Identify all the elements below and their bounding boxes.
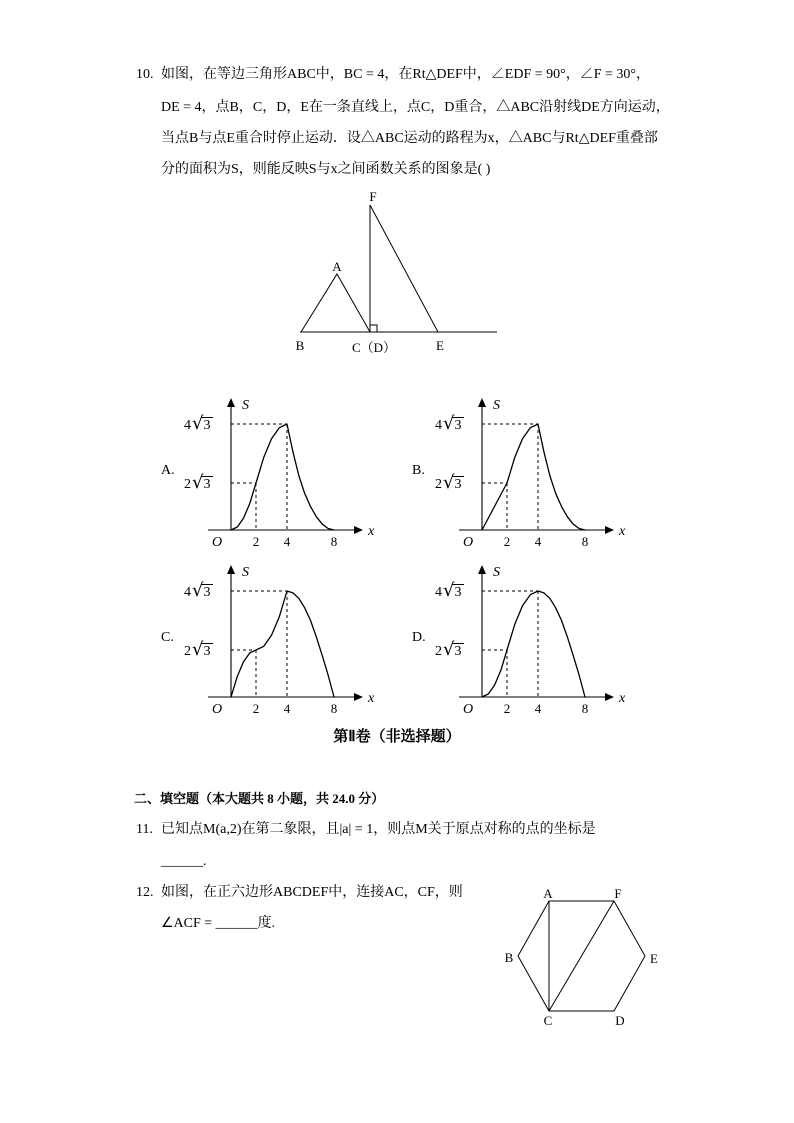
origin-label: O (462, 535, 474, 550)
series-line (482, 591, 585, 697)
segment-cf (549, 901, 614, 1011)
y-tick-label: 2 √ 3 (184, 471, 213, 493)
x-axis-arrow (605, 526, 614, 534)
origin-label: O (462, 702, 474, 717)
y-tick-label: 4 √ 3 (184, 579, 213, 601)
label-a: A (332, 259, 342, 274)
origin-label: O (211, 702, 223, 717)
option-d-label: D. (412, 630, 426, 645)
x-tick-label: 4 (283, 534, 291, 549)
y-axis-label: S (493, 398, 500, 413)
triangle-def (370, 205, 438, 332)
question-12-line-2: ∠ACF = ______度. (161, 916, 276, 931)
series-line (231, 424, 334, 530)
y-tick-label: 4 √ 3 (435, 412, 464, 434)
option-c-label: C. (161, 630, 174, 645)
label-f: F (369, 189, 377, 204)
y-tick-label: 2 √ 3 (435, 638, 464, 660)
question-11-answer-blank: ______. (161, 854, 207, 869)
hex-label-a: A (543, 886, 553, 901)
label-c-d: C（D） (351, 340, 397, 355)
part-title: 二、填空题（本大题共 8 小题，共 24.0 分） (134, 791, 385, 806)
label-b: B (295, 338, 305, 353)
y-axis-label: S (493, 565, 500, 580)
question-10-line-2: DE = 4，点B，C，D，E在一条直线上，点C，D重合，△ABC沿射线DE方向运动， (161, 100, 670, 115)
hex-label-f: F (614, 886, 622, 901)
y-tick-label: 2 √ 3 (435, 471, 464, 493)
y-axis-arrow (478, 398, 486, 407)
x-tick-label: 2 (252, 701, 260, 716)
x-tick-label: 4 (534, 701, 542, 716)
option-b (401, 390, 641, 555)
x-tick-label: 2 (503, 701, 511, 716)
hex-label-c: C (543, 1013, 553, 1028)
question-10-line-4: 分的面积为S，则能反映S与x之间函数关系的图象是( ) (161, 162, 491, 177)
y-axis-label: S (242, 398, 249, 413)
y-tick-label: 4 √ 3 (435, 579, 464, 601)
label-e: E (436, 338, 444, 353)
x-axis-arrow (354, 693, 363, 701)
x-axis-label: x (368, 524, 375, 539)
question-10-line-1: 如图，在等边三角形ABC中，BC = 4，在Rt△DEF中，∠EDF = 90°，∠F = 30°， (161, 67, 651, 82)
option-a (150, 390, 390, 555)
y-tick-label: 4 √ 3 (184, 412, 213, 434)
y-axis-label: S (242, 565, 249, 580)
y-tick-label: 2 √ 3 (184, 638, 213, 660)
x-tick-label: 2 (252, 534, 260, 549)
x-tick-label: 8 (581, 701, 589, 716)
series-line (231, 591, 334, 697)
option-a-label: A. (161, 463, 175, 478)
x-axis-arrow (354, 526, 363, 534)
x-tick-label: 8 (330, 701, 338, 716)
x-axis-label: x (619, 691, 626, 706)
option-d (401, 557, 641, 722)
x-tick-label: 8 (581, 534, 589, 549)
option-b-label: B. (412, 463, 425, 478)
question-10-figure (290, 185, 510, 360)
series-line (482, 424, 585, 530)
x-axis-arrow (605, 693, 614, 701)
hex-label-b: B (504, 950, 514, 965)
x-tick-label: 4 (534, 534, 542, 549)
x-tick-label: 4 (283, 701, 291, 716)
x-tick-label: 2 (503, 534, 511, 549)
y-axis-arrow (478, 565, 486, 574)
question-10-number: 10. (136, 67, 154, 82)
x-tick-label: 8 (330, 534, 338, 549)
x-axis-label: x (619, 524, 626, 539)
question-12-hexagon-figure (495, 880, 670, 1030)
option-c (150, 557, 390, 722)
triangle-abc (301, 274, 370, 332)
right-angle-mark (370, 325, 377, 332)
x-axis-label: x (368, 691, 375, 706)
y-axis-arrow (227, 398, 235, 407)
hex-label-e: E (650, 951, 658, 966)
question-11-number: 11. (136, 822, 153, 837)
origin-label: O (211, 535, 223, 550)
question-11-line-1: 已知点M(a,2)在第二象限，且|a| = 1，则点M关于原点对称的点的坐标是 (161, 822, 596, 837)
hex-label-d: D (615, 1013, 625, 1028)
question-12-number: 12. (136, 885, 154, 900)
question-12-line-1: 如图，在正六边形ABCDEF中，连接AC，CF，则 (161, 885, 463, 900)
question-10-line-3: 当点B与点E重合时停止运动．设△ABC运动的路程为x，△ABC与Rt△DEF重叠部 (161, 131, 658, 146)
y-axis-arrow (227, 565, 235, 574)
section-title: 第Ⅱ卷（非选择题） (333, 729, 461, 745)
